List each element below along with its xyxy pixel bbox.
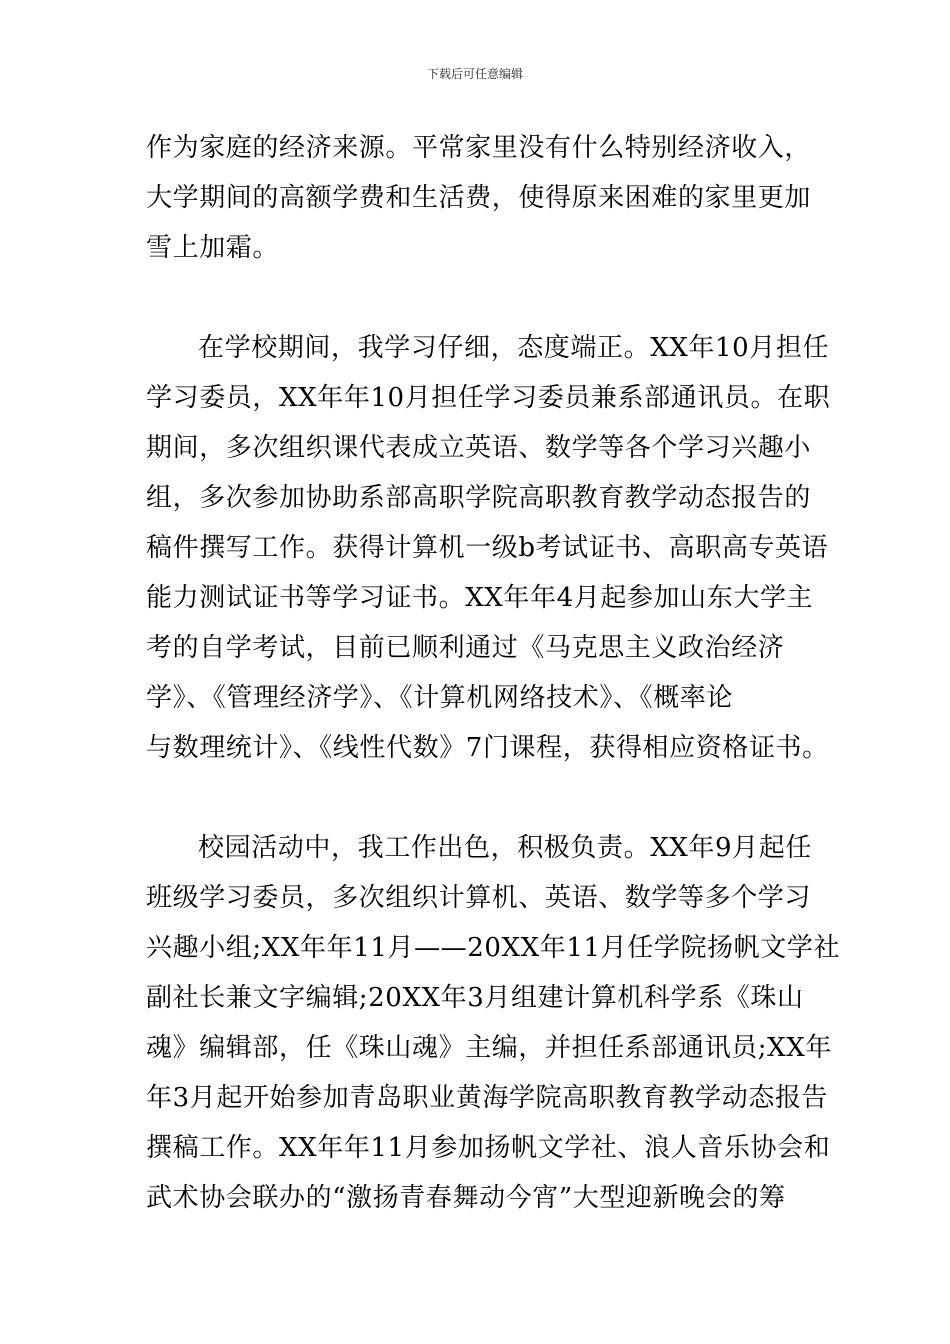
text-line: 与数理统计》、《线性代数》7门课程，获得相应资格证书。	[146, 733, 829, 763]
text-line: 稿件撰写工作。获得计算机一级b考试证书、高职高专英语	[146, 533, 829, 563]
text-line: 能力测试证书等学习证书。XX年年4月起参加山东大学主	[146, 583, 814, 613]
text-line: 在学校期间，我学习仔细，态度端正。XX年10月担任	[198, 333, 830, 363]
text-line: 魂》编辑部，任《珠山魂》主编，并担任系部通讯员;XX年	[146, 1033, 832, 1063]
text-line: 考的自学考试，目前已顺利通过《马克思主义政治经济	[146, 633, 785, 663]
text-line: 武术协会联办的“激扬青春舞动今宵”大型迎新晚会的筹	[146, 1183, 786, 1213]
text-line: 校园活动中，我工作出色，积极负责。XX年9月起任	[198, 833, 812, 863]
text-line: 组，多次参加协助系部高职学院高职教育教学动态报告的	[146, 483, 812, 513]
text-line: 学习委员，XX年年10月担任学习委员兼系部通讯员。在职	[146, 383, 831, 413]
page-header: 下载后可任意编辑	[426, 67, 523, 81]
text-line: 雪上加霜。	[146, 233, 280, 263]
text-line: 学》、《管理经济学》、《计算机网络技术》、《概率论	[146, 683, 734, 713]
text-line: 撰稿工作。XX年年11月参加扬帆文学社、浪人音乐协会和	[146, 1133, 831, 1163]
text-line: 期间，多次组织课代表成立英语、数学等各个学习兴趣小	[146, 433, 812, 463]
text-line: 班级学习委员，多次组织计算机、英语、数学等多个学习	[146, 883, 812, 913]
text-line: 兴趣小组;XX年年11月——20XX年11月任学院扬帆文学社	[146, 933, 841, 963]
text-line: 副社长兼文字编辑;20XX年3月组建计算机科学系《珠山	[146, 983, 804, 1013]
text-line: 作为家庭的经济来源。平常家里没有什么特别经济收入，	[146, 133, 812, 163]
text-line: 年3月起开始参加青岛职业黄海学院高职教育教学动态报告	[146, 1083, 829, 1113]
text-line: 大学期间的高额学费和生活费，使得原来困难的家里更加	[146, 183, 812, 213]
